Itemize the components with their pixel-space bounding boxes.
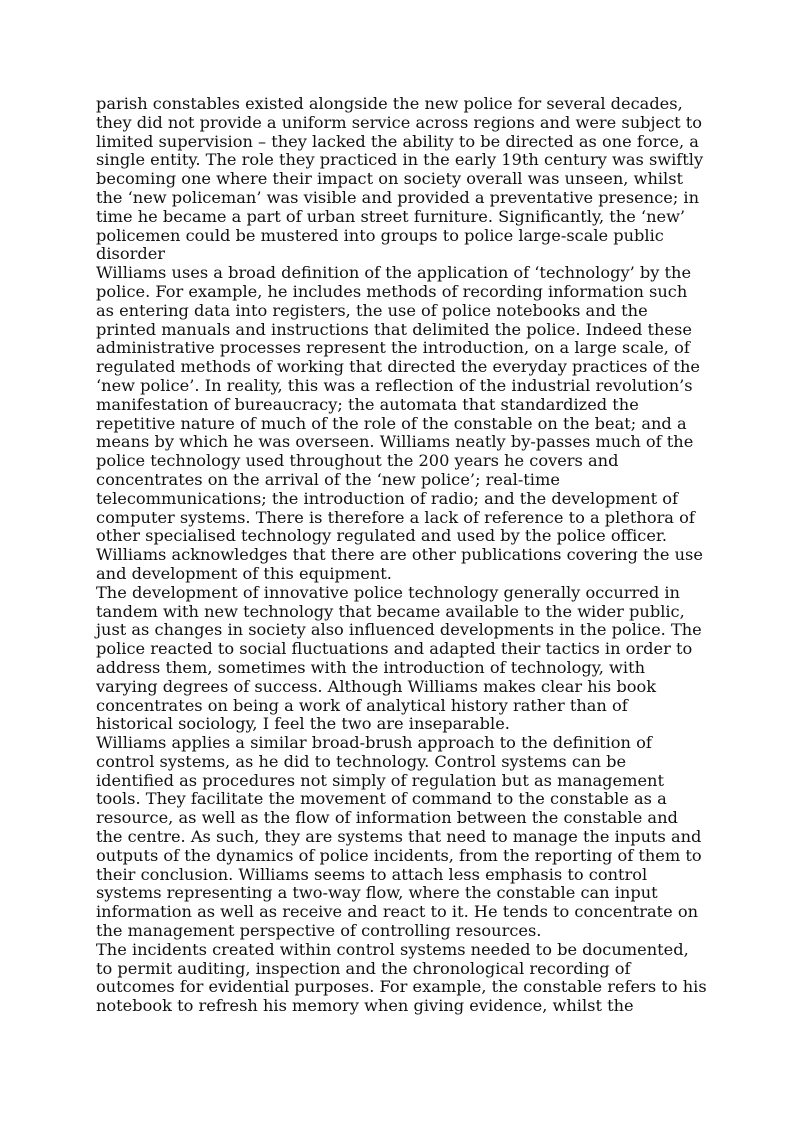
paragraph-4: Williams applies a similar broad-brush approach to the definition of control systems, as he did to technology. Control systems can be identified as procedures not simply of regulation but as management tools. They facilitate the movement of command to the constable as a resource, as well as the flow of information between the constable and the centre. As such, they are systems that need to manage the inputs and outputs of the dynamics of police incidents, from the reporting of them to their conclusion. Williams seems to attach less emphasis to control systems representing a two-way flow, where the constable can input information as well as receive and react to it. He tends to concentrate on the management perspective of controlling resources. [96,733,702,941]
paragraph-5: The incidents created within control systems needed to be documented, to permit auditing, inspection and the chronological recording of outcomes for evidential purposes. For example, the constable refers to his notebook to refresh his memory when giving evidence, whilst the [96,939,707,1016]
document-page [96,95,708,1016]
paragraph-3: The development of innovative police technology generally occurred in tandem with new technology that became available to the wider public, just as changes in society also influenced developments in the police. The police reacted to social fluctuations and adapted their tactics in order to address them, sometimes with the introduction of technology, with varying degrees of success. Although Williams makes clear his book concentrates on being a work of analytical history rather than of historical sociology, I feel the two are inseparable. [96,582,702,734]
paragraph-2: Williams uses a broad definition of the application of ‘technology’ by the police. For example, he includes methods of recording information such as entering data into registers, the use of police notebooks and the printed manuals and instructions that delimited the police. Indeed these administrative processes represent the introduction, on a large scale, of regulated methods of working that directed the everyday practices of the ‘new police’. In reality, this was a reflection of the industrial revolution’s manifestation of bureaucracy; the automata that standardized the repetitive nature of much of the role of the constable on the beat; and a means by which he was overseen. Williams neatly by-passes much of the police technology used throughout the 200 years he covers and concentrates on the arrival of the ‘new police’; real-time telecommunications; the introduction of radio; and the development of computer systems. There is therefore a lack of reference to a plethora of other specialised technology regulated and used by the police officer. Williams acknowledges that there are other publications covering the use and development of this equipment. [96,263,703,583]
paragraph-1: parish constables existed alongside the new police for several decades, they did not provide a uniform service across regions and were subject to limited supervision – they lacked the ability to be directed as one force, a single entity. The role they practiced in the early 19th century was swiftly becoming one where their impact on society overall was unseen, whilst the ‘new policeman’ was visible and provided a preventative presence; in time he became a part of urban street furniture. Significantly, the ‘new’ policemen could be mustered into groups to police large-scale public disorder [96,94,704,264]
